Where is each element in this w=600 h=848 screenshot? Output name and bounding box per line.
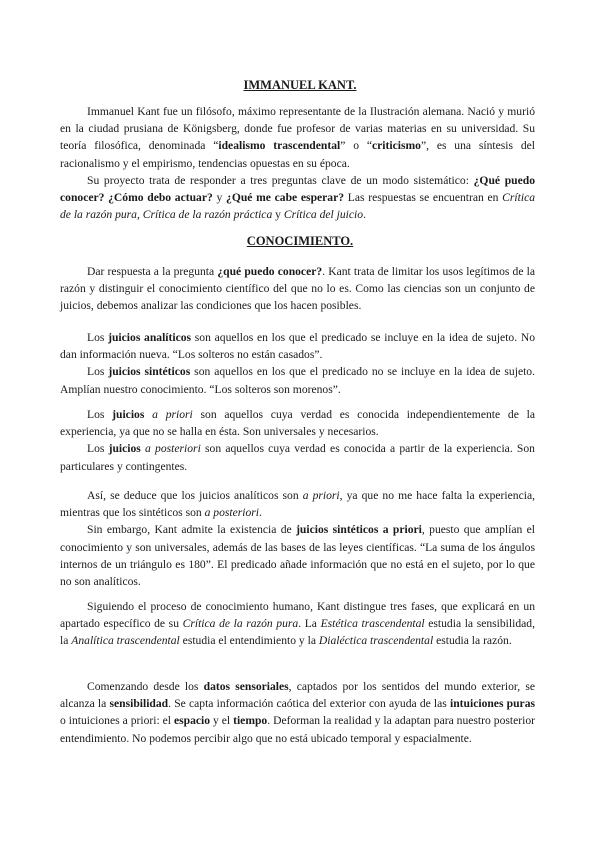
text-run: . La (298, 617, 321, 631)
knowledge-para-analytic-synthetic (60, 329, 535, 398)
paragraph (60, 678, 535, 747)
text-run: Immanuel Kant fue un filósofo, máximo representante de la Ilustración alemana. Nació y murió en la ciudad prusiana de Königsberg, donde fue profesor de varias materias en su universidad. Su teoría filosófica, denominada “ (60, 105, 535, 153)
intro-paragraph-1 (60, 103, 535, 172)
text-run: . Kant trata de limitar los usos legítimos de la razón y distinguir el conocimiento científico del que no lo es. Como las ciencias son un conjunto de juicios, debemos analizar las condiciones que los hacen posibles. (60, 265, 535, 313)
italic-term: a posteriori (145, 442, 201, 456)
bold-term: juicios analíticos (108, 331, 192, 344)
bold-question: ¿Qué puedo conocer? ¿Cómo debo actuar? (60, 173, 535, 205)
bold-term: juicios sintéticos (108, 365, 191, 379)
text-run: Su proyecto trata de responder a tres preguntas clave de un modo sistemático: (87, 173, 474, 187)
paragraph (60, 406, 535, 440)
paragraph (60, 263, 535, 315)
paragraph (60, 440, 535, 474)
paragraph (60, 521, 535, 590)
text-run: Los (87, 442, 109, 456)
knowledge-para-1 (60, 263, 535, 315)
book-title: Crítica del juicio (283, 208, 364, 222)
text-run: , ya que no me hace falta la experiencia, mientras que los sintéticos son (60, 489, 535, 520)
bold-term: datos sensoriales (203, 680, 289, 693)
text-run: Así, se deduce que los juicios analíticos son (87, 489, 303, 502)
paragraph (60, 598, 535, 650)
text-run: son aquellos en los que el predicado se incluye en la idea de sujeto. No dan información nueva. “Los solteros no están casados”. (60, 331, 536, 362)
bold-term: juicios (112, 408, 145, 421)
text-run: ” o “ (340, 139, 372, 153)
italic-term: Dialéctica trascendental (318, 634, 434, 648)
italic-term: a priori (302, 489, 340, 502)
paragraph (60, 329, 535, 363)
bold-term: juicios sintéticos a priori (296, 523, 422, 537)
italic-term: a posteriori (204, 506, 260, 520)
italic-term: a priori (152, 408, 193, 421)
text-run: estudia la razón. (433, 634, 512, 648)
text-run: , puesto que amplían el conocimiento y son universales, además de las bases de las leyes científicas. “La suma de los ángulos internos de un triángulo es 180”. El predicado añade información que no está en el sujeto, por lo que no son analíticos. (60, 523, 535, 589)
text-run: y (212, 191, 227, 205)
text-run: Los (87, 365, 109, 379)
text-run: o intuiciones a priori: el (60, 714, 174, 728)
text-run: ”, es una síntesis del racionalismo y el empirismo, tendencias opuestas en su época. (60, 139, 536, 170)
bold-term: intuiciones puras (450, 697, 535, 711)
bold-term: sensibilidad (109, 697, 169, 711)
text-run: y el (210, 714, 234, 728)
text-run: Comenzando desde los (87, 680, 204, 693)
text-run: Siguiendo el proceso de conocimiento humano, Kant distingue tres fases, que explicará en un apartado específico de su (60, 600, 535, 631)
bold-term: espacio (173, 714, 211, 728)
text-run: , (136, 208, 143, 222)
bold-term: tiempo (233, 714, 268, 728)
text-run: estudia la sensibilidad, la (60, 617, 535, 648)
page-title: IMMANUEL KANT. (243, 78, 357, 92)
paragraph (60, 363, 535, 397)
paragraph (60, 487, 535, 521)
book-title: Crítica de la razón pura (60, 191, 536, 222)
text-run: Dar respuesta a la pregunta (87, 265, 218, 278)
knowledge-para-phases (60, 598, 535, 650)
text-run: Las respuestas se encuentran en (344, 191, 503, 205)
text-run: . Se capta información caótica del exterior con ayuda de las (168, 697, 450, 711)
knowledge-para-deduction (60, 487, 535, 590)
book-title: Crítica de la razón pura (182, 617, 299, 631)
bold-term: criticismo (372, 139, 421, 153)
text-run: . Deforman la realidad y la adaptan para nuestro posterior entendimiento. No podemos percibir algo que no está ubicado temporal y espacialmente. (60, 714, 535, 745)
text-run: y (272, 208, 284, 222)
bold-question: ¿Qué me cabe esperar? (226, 191, 345, 205)
bold-term: juicios (108, 442, 141, 456)
intro-paragraph-2 (60, 172, 535, 224)
book-title: Crítica de la razón práctica (142, 208, 273, 222)
intro-block (60, 103, 535, 223)
knowledge-para-priori-posteriori (60, 406, 535, 475)
text-run: Los (87, 331, 109, 344)
bold-question: ¿qué puedo conocer? (217, 265, 323, 278)
text-run: . (259, 506, 262, 520)
text-run: estudia el entendimiento y la (179, 634, 319, 648)
text-run: Sin embargo, Kant admite la existencia de (87, 523, 297, 537)
italic-term: Analítica trascendental (71, 634, 180, 648)
bold-term: idealismo trascendental (218, 139, 341, 153)
text-run: , captados por los sentidos del mundo exterior, se alcanza la (60, 680, 535, 711)
italic-term: Estética trascendental (320, 617, 425, 631)
knowledge-para-sensibility (60, 678, 535, 747)
text-run: son aquellos en los que el predicado no se incluye en la idea de sujeto. Amplían nuestro conocimiento. “Los solteros son morenos”. (60, 365, 535, 396)
text-run: Los (87, 408, 113, 421)
text-run: . (363, 208, 366, 222)
text-run: son aquellos cuya verdad es conocida independientemente de la experiencia, ya que no se halla en ésta. Son universales y necesarios. (60, 408, 535, 439)
text-run: son aquellos cuya verdad es conocida a partir de la experiencia. Son particulares y contingentes. (60, 442, 535, 473)
section-heading: CONOCIMIENTO. (246, 234, 354, 248)
